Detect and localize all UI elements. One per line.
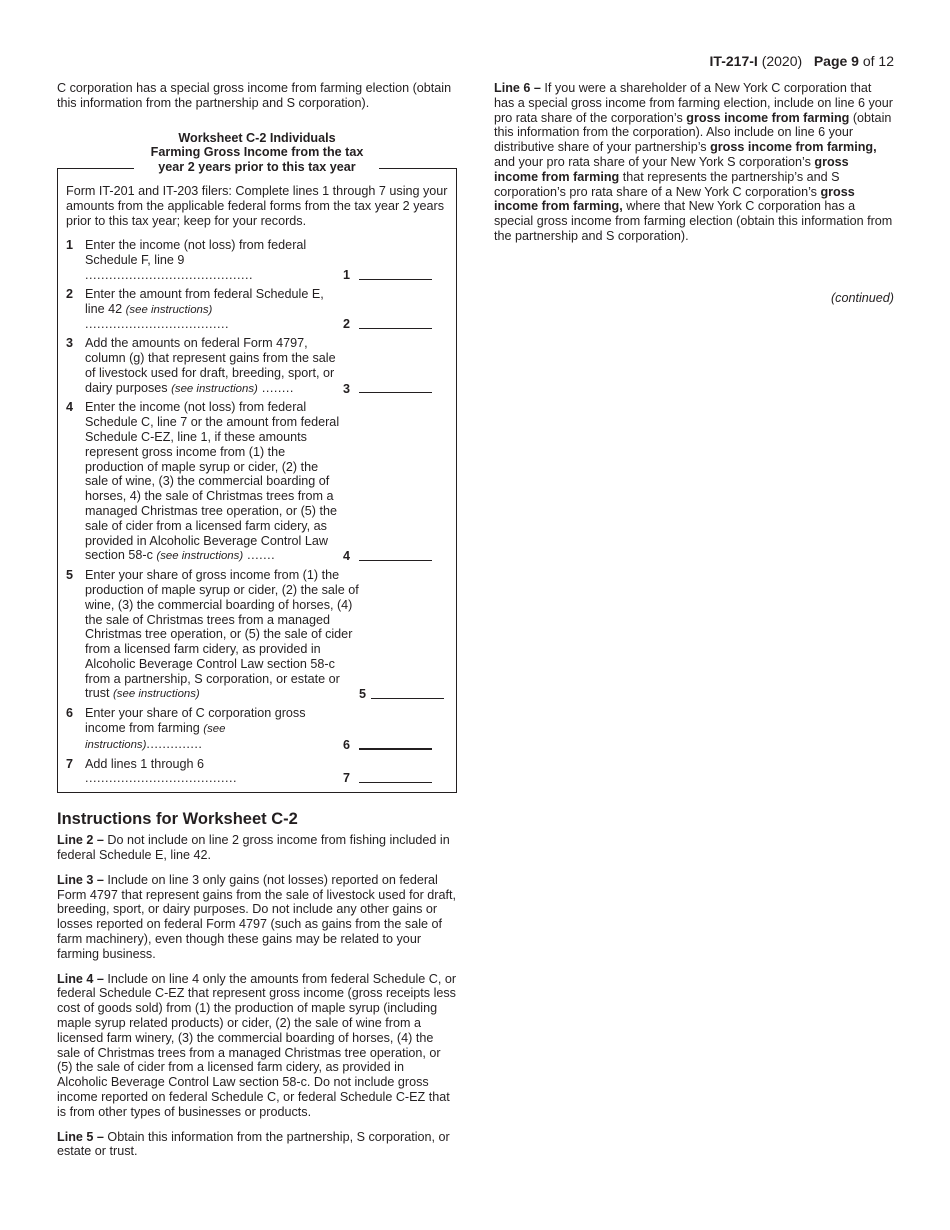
- instructions-heading: Instructions for Worksheet C-2: [57, 810, 298, 829]
- instruction-item: Line 5 – Obtain this information from the partnership, S corporation, or estate or trust.: [57, 1129, 450, 1159]
- right-column: [494, 81, 894, 306]
- instruction-item: Line 4 – Include on line 4 only the amounts from federal Schedule C, or federal Schedule C-EZ that represent gross income (gross receipts less cost of goods sold) from (1) the production of maple syrup (including maple syrup related products) or cider, (2) the sale of wine from a licensed farm winery, (3) the commercial boarding of horses, (4) the sale of Christmas trees from a managed Christmas tree operation, or (5) the sale of cider from a licensed farm cidery, as provided in Alcoholic Beverage Control Law section 58-c. Do not include gross income reported on federal Schedule C, or federal Schedule C-EZ that is from other types of businesses or products.: [57, 971, 457, 1119]
- line-number: 5: [66, 568, 74, 583]
- line-text: Enter the income (not loss) from federal Schedule C, line 7 or the amount from federal Schedule C-EZ, line 1, if these amounts represent gross income from (1) the production of maple syrup or cider, (2) the sale of wine, (3) the commercial boarding of horses, 4) the sale of Christmas trees from a managed Christmas tree operation, or (5) the sale of cider from a licensed farm cidery, as provided in Alcoholic Beverage Control Law section 58-c (see instructions) .......: [85, 400, 340, 563]
- worksheet-intro: Form IT-201 and IT-203 filers: Complete lines 1 through 7 using your amounts from the applicable federal forms from the tax year 2 years prior to this tax year; keep for your records.: [66, 183, 448, 228]
- worksheet-box: [57, 168, 457, 793]
- worksheet-line: [66, 238, 448, 282]
- worksheet-title-line1: Worksheet C-2 Individuals: [178, 130, 336, 145]
- left-column: [57, 81, 457, 1169]
- instruction-item: Line 3 – Include on line 3 only gains (not losses) reported on federal Form 4797 that represent gains from the sale of livestock used for draft, breeding, sport, or dairy purposes. Do not include any other gains or losses reported on federal Form 4797 (such as gains from the sale of farm machinery), even though these gains may be related to your farming business.: [57, 872, 456, 961]
- line-1-entry-field[interactable]: [359, 266, 432, 280]
- worksheet-title-line3: year 2 years prior to this tax year: [158, 160, 356, 175]
- line-ref: 7: [343, 771, 351, 786]
- line-7-entry-field[interactable]: [359, 769, 432, 783]
- line-ref: 2: [343, 317, 351, 332]
- line-number: 2: [66, 286, 74, 301]
- instruction-item: Line 2 – Do not include on line 2 gross income from fishing included in federal Schedule E, line 42.: [57, 833, 450, 863]
- line-number: 3: [66, 336, 74, 351]
- line-ref: 3: [343, 381, 351, 396]
- line-3-entry-field[interactable]: [359, 379, 432, 393]
- instructions-list: [57, 833, 457, 1159]
- line-ref: 5: [359, 687, 367, 702]
- page-number: Page 9: [813, 53, 859, 69]
- line-4-entry-field[interactable]: [359, 547, 432, 561]
- worksheet-lines: [66, 238, 448, 786]
- line-text: Enter the income (not loss) from federal Schedule F, line 9 ..........................................: [85, 238, 307, 282]
- worksheet-line: [66, 400, 448, 564]
- line-5-entry-field[interactable]: [371, 685, 444, 699]
- line-text: Enter your share of C corporation gross income from farming (see instructions)..............: [85, 706, 306, 751]
- line-number: 4: [66, 400, 74, 415]
- page-total: of 12: [862, 53, 894, 69]
- continued-note: (continued): [830, 290, 894, 305]
- worksheet-line: [66, 287, 448, 332]
- line-text: Enter the amount from federal Schedule E, line 42 (see instructions) ....................................: [85, 286, 324, 332]
- line-number: 1: [66, 238, 74, 253]
- line-ref: 1: [343, 267, 351, 282]
- form-year: (2020): [761, 53, 803, 69]
- line-2-entry-field[interactable]: [359, 315, 432, 329]
- line-6-instructions: Line 6 – If you were a shareholder of a New York C corporation that has a special gross income from farming election, include on line 6 your pro rata share of the corporation’s gross income from farming (obtain this information from the corporation). Also include on line 6 your distributive share of your partnership’s gross income from farming, and your pro rata share of your New York S corporation’s gross income from farming that represents the partnership’s and S corporation’s pro rata share of a New York C corporation’s gross income from farming, where that New York C corporation has a special gross income from farming election (obtain this information from the partnership and S corporation).: [494, 81, 894, 243]
- line-ref: 6: [343, 737, 351, 752]
- worksheet-line: [66, 568, 448, 702]
- line-text: Enter your share of gross income from (1) the production of maple syrup or cider, (2) the sale of wine, (3) the commercial boarding of horses, (4) the sale of Christmas trees from a managed Christmas tree operation, or (5) the sale of cider from a licensed farm cidery, as provided in Alcoholic Beverage Control Law section 58-c from a partnership, S corporation, or estate or trust (see instructions): [85, 568, 359, 701]
- line-number: 6: [66, 706, 74, 721]
- line-number: 7: [66, 756, 74, 771]
- line-ref: 4: [343, 549, 351, 564]
- worksheet-line: [66, 706, 448, 752]
- form-id: IT-217-I: [709, 53, 758, 69]
- worksheet-line: [66, 336, 448, 396]
- line-6-entry-field[interactable]: [359, 735, 432, 750]
- box-top-left-rule: [57, 168, 134, 169]
- box-top-right-rule: [379, 168, 457, 169]
- worksheet-title-line2: Farming Gross Income from the tax: [150, 145, 364, 160]
- worksheet-line: [66, 757, 448, 787]
- line-text: Add the amounts on federal Form 4797, column (g) that represent gains from the sale of livestock used for draft, breeding, sport, or dairy purposes (see instructions) ........: [85, 336, 336, 395]
- page-header: [710, 53, 894, 69]
- left-intro-text: C corporation has a special gross income from farming election (obtain this information from the partnership and S corporation).: [57, 81, 452, 110]
- line-text: Add lines 1 through 6 ......................................: [85, 756, 237, 786]
